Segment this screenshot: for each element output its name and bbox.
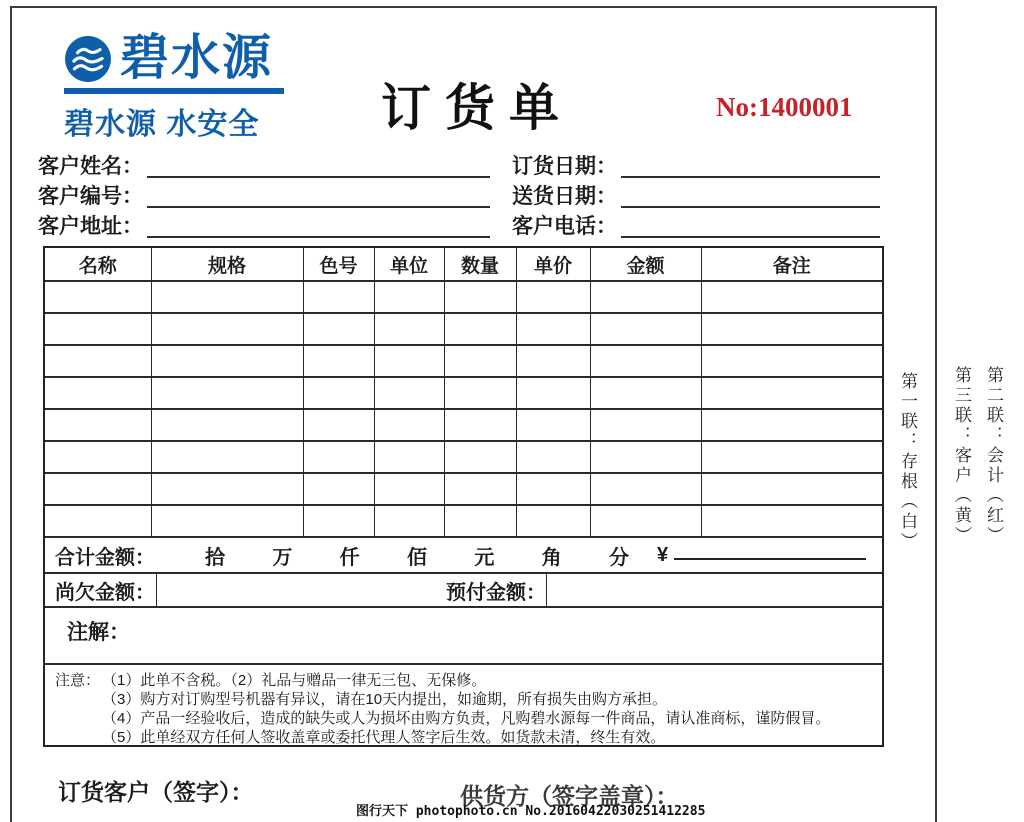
annotation-label: 注解： [67,621,130,644]
currency-symbol: ¥ [657,543,669,566]
order-date-row [512,148,880,178]
delivery-date-label: 送货日期： [512,184,617,208]
owed-prepaid-row [45,574,882,608]
table-cell[interactable] [516,473,590,505]
table-cell[interactable] [374,409,444,441]
water-waves-icon [64,35,112,83]
notice-line-2: （3）购方对订购型号机器有异议，请在10天内提出，如逾期，所有损失由购方承担。 [102,691,668,708]
table-cell[interactable] [303,505,374,537]
delivery-date-row [512,178,880,208]
table-cell[interactable] [701,281,882,313]
table-cell[interactable] [444,409,516,441]
table-cell[interactable] [151,473,303,505]
table-cell[interactable] [303,409,374,441]
page-title: 订货单 [381,80,573,136]
customer-info-left [38,148,490,238]
total-amount-fill-line[interactable] [674,538,866,560]
table-cell[interactable] [444,313,516,345]
notice-section [45,665,882,745]
table-cell[interactable] [151,409,303,441]
table-header-row [45,248,882,281]
col-header-spec: 规格 [151,248,303,281]
table-cell[interactable] [590,281,701,313]
customer-name-row [38,148,490,178]
order-date-label: 订货日期： [512,154,617,178]
table-cell[interactable] [374,281,444,313]
table-cell[interactable] [151,441,303,473]
col-header-unit-price: 单价 [516,248,590,281]
table-cell[interactable] [701,473,882,505]
table-cell[interactable] [590,345,701,377]
table-cell[interactable] [151,377,303,409]
customer-phone-row [512,208,880,238]
col-header-name: 名称 [45,248,151,281]
customer-address-label: 客户地址： [38,214,143,238]
col-header-unit: 单位 [374,248,444,281]
prepaid-amount-fill-cell[interactable] [547,574,882,606]
unit-ten: 拾 [205,546,225,569]
customer-id-row [38,178,490,208]
table-cell[interactable] [701,505,882,537]
table-cell[interactable] [303,281,374,313]
customer-phone-label: 客户电话： [512,214,617,238]
table-row [45,505,882,537]
owed-amount-label: 尚欠金额： [45,574,157,606]
table-cell[interactable] [516,377,590,409]
table-cell[interactable] [516,345,590,377]
notice-label: 注意： [55,672,101,689]
table-row [45,441,882,473]
customer-name-label: 客户姓名： [38,154,143,178]
table-row [45,473,882,505]
table-cell[interactable] [303,313,374,345]
customer-name-fill-line[interactable] [147,154,490,178]
table-cell[interactable] [303,473,374,505]
table-cell[interactable] [590,313,701,345]
table-row [45,281,882,313]
table-cell[interactable] [374,473,444,505]
table-cell[interactable] [590,505,701,537]
annotation-row[interactable] [45,608,882,665]
table-cell[interactable] [701,377,882,409]
unit-hundred: 佰 [406,546,427,569]
table-row [45,377,882,409]
logo-underline-bar [64,88,284,94]
notice-line-3: （4）产品一经验收后，造成的缺失或人为损坏由购方负责，凡购碧水源每一件商品，请认准商标，谨防假冒。 [102,710,831,727]
notice-lines [102,671,830,745]
table-cell[interactable] [444,345,516,377]
table-cell[interactable] [444,473,516,505]
unit-fen: 分 [608,546,629,569]
table-cell[interactable] [303,441,374,473]
table-row [45,313,882,345]
notice-line-1: （1）此单不含税。（2）礼品与赠品一律无三包、无保修。 [102,672,487,689]
table-cell[interactable] [45,313,151,345]
table-cell[interactable] [516,281,590,313]
table-cell[interactable] [45,281,151,313]
table-cell[interactable] [45,377,151,409]
table-cell[interactable] [701,441,882,473]
table-cell[interactable] [374,505,444,537]
order-table-body [45,281,882,537]
order-date-fill-line[interactable] [621,154,880,178]
table-cell[interactable] [590,441,701,473]
table-cell[interactable] [151,345,303,377]
unit-tenthousand: 万 [272,546,293,569]
customer-info-right [512,148,880,238]
table-cell[interactable] [444,377,516,409]
table-cell[interactable] [374,313,444,345]
table-row [45,409,882,441]
table-cell[interactable] [701,409,882,441]
col-header-quantity: 数量 [444,248,516,281]
customer-address-row [38,208,490,238]
table-cell[interactable] [444,441,516,473]
table-cell[interactable] [701,313,882,345]
table-cell[interactable] [45,473,151,505]
table-cell[interactable] [45,505,151,537]
table-cell[interactable] [374,441,444,473]
table-cell[interactable] [303,377,374,409]
total-amount-label: 合计金额： [55,546,155,569]
company-name: 碧水源 [120,31,274,85]
watermark-text: 图行天下 photophoto.cn No.20160422030251412285 [356,804,706,819]
order-number: No:1400001 [716,92,853,122]
table-cell[interactable] [444,281,516,313]
table-cell[interactable] [590,473,701,505]
notice-line-4: （5）此单经双方任何人签收盖章或委托代理人签字后生效。如货款未清，终生有效。 [102,729,666,746]
table-cell[interactable] [701,345,882,377]
table-cell[interactable] [45,345,151,377]
customer-id-label: 客户编号： [38,184,143,208]
company-slogan: 碧水源 水安全 [64,108,260,141]
table-cell[interactable] [374,377,444,409]
table-cell[interactable] [45,409,151,441]
table-cell[interactable] [45,441,151,473]
table-cell[interactable] [374,345,444,377]
table-cell[interactable] [590,377,701,409]
amount-digit-units [157,541,657,570]
table-cell[interactable] [444,505,516,537]
prepaid-amount-label: 预付金额： [157,574,547,606]
table-cell[interactable] [516,313,590,345]
delivery-date-fill-line[interactable] [621,184,880,208]
copy-label-second: 第二联：会计（红） [984,366,1003,546]
company-logo [64,31,284,143]
customer-signature-label: 订货客户（签字）： [58,779,254,805]
col-header-amount: 金额 [590,248,701,281]
col-header-remarks: 备注 [701,248,882,281]
total-amount-row [45,538,882,574]
table-cell[interactable] [303,345,374,377]
table-cell[interactable] [516,409,590,441]
unit-thousand: 仟 [339,546,360,569]
customer-id-fill-line[interactable] [147,184,490,208]
copy-label-first: 第一联：存根（白） [898,372,917,552]
table-row [45,345,882,377]
order-table [45,248,882,538]
customer-address-fill-line[interactable] [147,214,490,238]
supplier-signature-label: 供货方（签字盖章）： [460,783,679,809]
table-cell[interactable] [590,409,701,441]
table-cell[interactable] [151,313,303,345]
customer-phone-fill-line[interactable] [621,214,880,238]
unit-jiao: 角 [541,546,562,569]
table-cell[interactable] [516,505,590,537]
col-header-color-no: 色号 [303,248,374,281]
table-cell[interactable] [516,441,590,473]
order-form-box [43,246,884,747]
copy-label-third: 第三联：客户（黄） [952,366,971,546]
unit-yuan: 元 [474,546,495,569]
table-cell[interactable] [151,281,303,313]
table-cell[interactable] [151,505,303,537]
